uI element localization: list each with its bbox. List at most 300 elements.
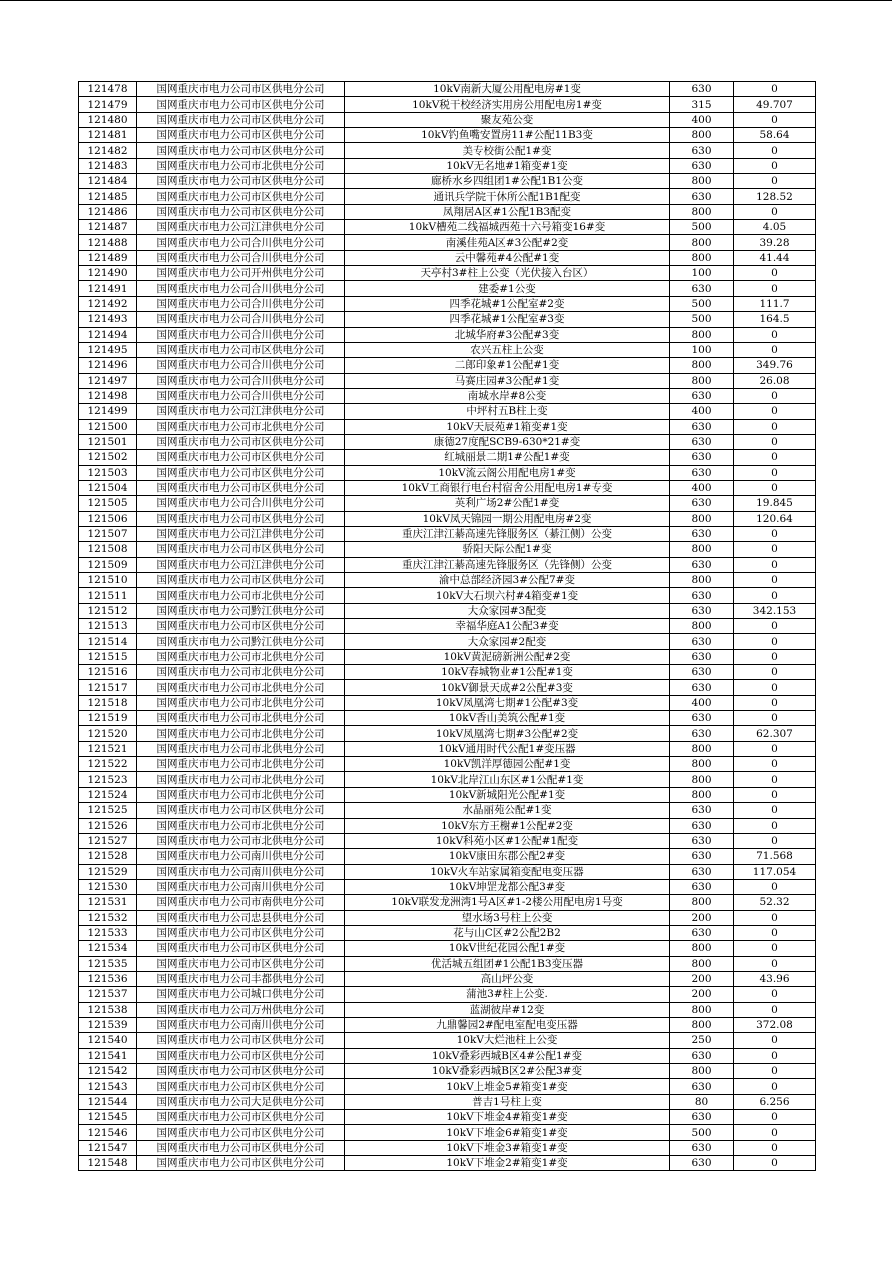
row-id-cell: 121503 bbox=[79, 465, 137, 480]
table-row bbox=[79, 266, 816, 281]
capacity-cell: 500 bbox=[670, 220, 734, 235]
transformer-name-cell: 渝中总部经济园3#公配7#变 bbox=[345, 573, 670, 588]
capacity-cell: 100 bbox=[670, 266, 734, 281]
table-row bbox=[79, 373, 816, 388]
value-cell: 0 bbox=[734, 465, 816, 480]
capacity-cell: 630 bbox=[670, 450, 734, 465]
row-id-cell: 121483 bbox=[79, 158, 137, 173]
value-cell: 111.7 bbox=[734, 296, 816, 311]
table-row bbox=[79, 971, 816, 986]
transformer-name-cell: 马赛庄园#3公配#1变 bbox=[345, 373, 670, 388]
value-cell: 0 bbox=[734, 956, 816, 971]
company-cell: 国网重庆市电力公司市区供电分公司 bbox=[137, 434, 345, 449]
company-cell: 国网重庆市电力公司大足供电分公司 bbox=[137, 1094, 345, 1109]
company-cell: 国网重庆市电力公司市区供电分公司 bbox=[137, 97, 345, 112]
value-cell: 0 bbox=[734, 450, 816, 465]
table-row bbox=[79, 987, 816, 1002]
capacity-cell: 315 bbox=[670, 97, 734, 112]
transformer-name-cell: 10kV新城阳光公配#1变 bbox=[345, 787, 670, 802]
table-row bbox=[79, 342, 816, 357]
company-cell: 国网重庆市电力公司市区供电分公司 bbox=[137, 112, 345, 127]
row-id-cell: 121506 bbox=[79, 511, 137, 526]
transformer-name-cell: 10kV下堆金3#箱变1#变 bbox=[345, 1140, 670, 1155]
capacity-cell: 200 bbox=[670, 987, 734, 1002]
table-row bbox=[79, 818, 816, 833]
company-cell: 国网重庆市电力公司市北供电分公司 bbox=[137, 818, 345, 833]
row-id-cell: 121500 bbox=[79, 419, 137, 434]
row-id-cell: 121525 bbox=[79, 803, 137, 818]
company-cell: 国网重庆市电力公司市区供电分公司 bbox=[137, 803, 345, 818]
company-cell: 国网重庆市电力公司开州供电分公司 bbox=[137, 266, 345, 281]
value-cell: 0 bbox=[734, 925, 816, 940]
row-id-cell: 121491 bbox=[79, 281, 137, 296]
table-row bbox=[79, 711, 816, 726]
table-row bbox=[79, 741, 816, 756]
capacity-cell: 200 bbox=[670, 910, 734, 925]
transformer-name-cell: 北城华府#3公配#3变 bbox=[345, 327, 670, 342]
value-cell: 0 bbox=[734, 1156, 816, 1171]
transformer-name-cell: 聚友苑公变 bbox=[345, 112, 670, 127]
capacity-cell: 800 bbox=[670, 895, 734, 910]
table-row bbox=[79, 695, 816, 710]
value-cell: 0 bbox=[734, 987, 816, 1002]
value-cell: 0 bbox=[734, 803, 816, 818]
value-cell: 0 bbox=[734, 542, 816, 557]
row-id-cell: 121523 bbox=[79, 772, 137, 787]
table-row bbox=[79, 526, 816, 541]
transformer-name-cell: 10kV叠彩西城B区2#公配3#变 bbox=[345, 1064, 670, 1079]
transformer-name-cell: 优活城五组团#1公配1B3变压器 bbox=[345, 956, 670, 971]
transformer-name-cell: 10kV大石坝六村#4箱变#1变 bbox=[345, 588, 670, 603]
table-row bbox=[79, 833, 816, 848]
company-cell: 国网重庆市电力公司市区供电分公司 bbox=[137, 925, 345, 940]
transformer-name-cell: 10kV御景天成#2公配#3变 bbox=[345, 680, 670, 695]
table-row bbox=[79, 1125, 816, 1140]
row-id-cell: 121524 bbox=[79, 787, 137, 802]
company-cell: 国网重庆市电力公司市北供电分公司 bbox=[137, 419, 345, 434]
value-cell: 0 bbox=[734, 680, 816, 695]
row-id-cell: 121513 bbox=[79, 619, 137, 634]
capacity-cell: 630 bbox=[670, 833, 734, 848]
row-id-cell: 121478 bbox=[79, 82, 137, 97]
transformer-name-cell: 10kV火车站家属箱变配电变压器 bbox=[345, 864, 670, 879]
company-cell: 国网重庆市电力公司市区供电分公司 bbox=[137, 542, 345, 557]
company-cell: 国网重庆市电力公司南川供电分公司 bbox=[137, 1017, 345, 1032]
table-row bbox=[79, 557, 816, 572]
row-id-cell: 121509 bbox=[79, 557, 137, 572]
row-id-cell: 121517 bbox=[79, 680, 137, 695]
row-id-cell: 121538 bbox=[79, 1002, 137, 1017]
capacity-cell: 630 bbox=[670, 849, 734, 864]
capacity-cell: 80 bbox=[670, 1094, 734, 1109]
capacity-cell: 630 bbox=[670, 465, 734, 480]
value-cell: 0 bbox=[734, 143, 816, 158]
capacity-cell: 800 bbox=[670, 204, 734, 219]
capacity-cell: 630 bbox=[670, 158, 734, 173]
company-cell: 国网重庆市电力公司市南供电分公司 bbox=[137, 895, 345, 910]
value-cell: 0 bbox=[734, 158, 816, 173]
company-cell: 国网重庆市电力公司市北供电分公司 bbox=[137, 695, 345, 710]
table-row bbox=[79, 925, 816, 940]
transformer-name-cell: 廊桥水乡四组团1#公配1B1公变 bbox=[345, 174, 670, 189]
company-cell: 国网重庆市电力公司市区供电分公司 bbox=[137, 189, 345, 204]
transformer-name-cell: 10kV钓鱼嘴安置房11#公配11B3变 bbox=[345, 128, 670, 143]
row-id-cell: 121487 bbox=[79, 220, 137, 235]
capacity-cell: 630 bbox=[670, 434, 734, 449]
capacity-cell: 630 bbox=[670, 189, 734, 204]
row-id-cell: 121534 bbox=[79, 941, 137, 956]
value-cell: 0 bbox=[734, 174, 816, 189]
capacity-cell: 400 bbox=[670, 112, 734, 127]
value-cell: 0 bbox=[734, 757, 816, 772]
company-cell: 国网重庆市电力公司市区供电分公司 bbox=[137, 956, 345, 971]
row-id-cell: 121535 bbox=[79, 956, 137, 971]
table-row bbox=[79, 174, 816, 189]
table-row bbox=[79, 250, 816, 265]
company-cell: 国网重庆市电力公司市区供电分公司 bbox=[137, 941, 345, 956]
company-cell: 国网重庆市电力公司江津供电分公司 bbox=[137, 526, 345, 541]
row-id-cell: 121521 bbox=[79, 741, 137, 756]
table-row bbox=[79, 1048, 816, 1063]
table-row bbox=[79, 542, 816, 557]
capacity-cell: 800 bbox=[670, 1064, 734, 1079]
transformer-name-cell: 10kV下堆金6#箱变1#变 bbox=[345, 1125, 670, 1140]
company-cell: 国网重庆市电力公司市区供电分公司 bbox=[137, 573, 345, 588]
capacity-cell: 630 bbox=[670, 281, 734, 296]
table-row bbox=[79, 434, 816, 449]
company-cell: 国网重庆市电力公司南川供电分公司 bbox=[137, 864, 345, 879]
transformer-name-cell: 红城丽景二期1#公配1#变 bbox=[345, 450, 670, 465]
capacity-cell: 630 bbox=[670, 588, 734, 603]
table-row bbox=[79, 726, 816, 741]
company-cell: 国网重庆市电力公司黔江供电分公司 bbox=[137, 634, 345, 649]
company-cell: 国网重庆市电力公司合川供电分公司 bbox=[137, 388, 345, 403]
capacity-cell: 630 bbox=[670, 419, 734, 434]
value-cell: 4.05 bbox=[734, 220, 816, 235]
company-cell: 国网重庆市电力公司市北供电分公司 bbox=[137, 726, 345, 741]
company-cell: 国网重庆市电力公司市北供电分公司 bbox=[137, 772, 345, 787]
company-cell: 国网重庆市电力公司南川供电分公司 bbox=[137, 879, 345, 894]
value-cell: 58.64 bbox=[734, 128, 816, 143]
transformer-name-cell: 通讯兵学院干休所公配1B1配变 bbox=[345, 189, 670, 204]
capacity-cell: 250 bbox=[670, 1033, 734, 1048]
transformer-name-cell: 蒲池3#柱上公变. bbox=[345, 987, 670, 1002]
transformer-name-cell: 四季花城#1公配室#2变 bbox=[345, 296, 670, 311]
transformer-name-cell: 10kV流云阁公用配电房1#变 bbox=[345, 465, 670, 480]
transformer-name-cell: 凤翔居A区#1公配1B3配变 bbox=[345, 204, 670, 219]
capacity-cell: 800 bbox=[670, 128, 734, 143]
row-id-cell: 121499 bbox=[79, 404, 137, 419]
row-id-cell: 121505 bbox=[79, 496, 137, 511]
table-row bbox=[79, 1017, 816, 1032]
capacity-cell: 630 bbox=[670, 818, 734, 833]
capacity-cell: 630 bbox=[670, 557, 734, 572]
capacity-cell: 800 bbox=[670, 1017, 734, 1032]
table-row bbox=[79, 1002, 816, 1017]
capacity-cell: 630 bbox=[670, 1079, 734, 1094]
row-id-cell: 121502 bbox=[79, 450, 137, 465]
capacity-cell: 630 bbox=[670, 143, 734, 158]
capacity-cell: 800 bbox=[670, 956, 734, 971]
capacity-cell: 800 bbox=[670, 941, 734, 956]
table-row bbox=[79, 235, 816, 250]
table-row bbox=[79, 1140, 816, 1155]
value-cell: 0 bbox=[734, 526, 816, 541]
company-cell: 国网重庆市电力公司市区供电分公司 bbox=[137, 1156, 345, 1171]
table-row bbox=[79, 388, 816, 403]
table-row bbox=[79, 772, 816, 787]
transformer-name-cell: 康德27度配SCB9-630*21#变 bbox=[345, 434, 670, 449]
table-row bbox=[79, 895, 816, 910]
row-id-cell: 121501 bbox=[79, 434, 137, 449]
transformer-name-cell: 10kV大烂池柱上公变 bbox=[345, 1033, 670, 1048]
transformer-name-cell: 10kV康田东郡公配2#变 bbox=[345, 849, 670, 864]
row-id-cell: 121520 bbox=[79, 726, 137, 741]
company-cell: 国网重庆市电力公司市北供电分公司 bbox=[137, 588, 345, 603]
transformer-name-cell: 南城水岸#8公变 bbox=[345, 388, 670, 403]
capacity-cell: 630 bbox=[670, 711, 734, 726]
row-id-cell: 121498 bbox=[79, 388, 137, 403]
table-row bbox=[79, 910, 816, 925]
company-cell: 国网重庆市电力公司市区供电分公司 bbox=[137, 82, 345, 97]
company-cell: 国网重庆市电力公司合川供电分公司 bbox=[137, 235, 345, 250]
capacity-cell: 400 bbox=[670, 695, 734, 710]
table-row bbox=[79, 649, 816, 664]
company-cell: 国网重庆市电力公司市区供电分公司 bbox=[137, 450, 345, 465]
value-cell: 0 bbox=[734, 833, 816, 848]
company-cell: 国网重庆市电力公司丰都供电分公司 bbox=[137, 971, 345, 986]
table-row bbox=[79, 465, 816, 480]
value-cell: 120.64 bbox=[734, 511, 816, 526]
capacity-cell: 630 bbox=[670, 388, 734, 403]
row-id-cell: 121542 bbox=[79, 1064, 137, 1079]
table-row bbox=[79, 588, 816, 603]
table-row bbox=[79, 404, 816, 419]
capacity-cell: 630 bbox=[670, 925, 734, 940]
capacity-cell: 800 bbox=[670, 772, 734, 787]
row-id-cell: 121484 bbox=[79, 174, 137, 189]
table-row bbox=[79, 787, 816, 802]
capacity-cell: 800 bbox=[670, 373, 734, 388]
value-cell: 0 bbox=[734, 404, 816, 419]
capacity-cell: 630 bbox=[670, 649, 734, 664]
table-row bbox=[79, 956, 816, 971]
table-row bbox=[79, 450, 816, 465]
company-cell: 国网重庆市电力公司市北供电分公司 bbox=[137, 158, 345, 173]
company-cell: 国网重庆市电力公司市北供电分公司 bbox=[137, 757, 345, 772]
value-cell: 0 bbox=[734, 327, 816, 342]
capacity-cell: 630 bbox=[670, 526, 734, 541]
row-id-cell: 121492 bbox=[79, 296, 137, 311]
value-cell: 0 bbox=[734, 342, 816, 357]
table-row bbox=[79, 603, 816, 618]
table-row bbox=[79, 1033, 816, 1048]
value-cell: 0 bbox=[734, 388, 816, 403]
company-cell: 国网重庆市电力公司江津供电分公司 bbox=[137, 557, 345, 572]
transformer-name-cell: 南溪佳苑A区#3公配#2变 bbox=[345, 235, 670, 250]
value-cell: 0 bbox=[734, 695, 816, 710]
capacity-cell: 630 bbox=[670, 1048, 734, 1063]
capacity-cell: 630 bbox=[670, 603, 734, 618]
table-row bbox=[79, 220, 816, 235]
row-id-cell: 121545 bbox=[79, 1110, 137, 1125]
capacity-cell: 630 bbox=[670, 680, 734, 695]
transformer-name-cell: 10kV东方王榭#1公配#2变 bbox=[345, 818, 670, 833]
value-cell: 43.96 bbox=[734, 971, 816, 986]
company-cell: 国网重庆市电力公司市北供电分公司 bbox=[137, 680, 345, 695]
table-row bbox=[79, 480, 816, 495]
capacity-cell: 630 bbox=[670, 1140, 734, 1155]
row-id-cell: 121541 bbox=[79, 1048, 137, 1063]
company-cell: 国网重庆市电力公司南川供电分公司 bbox=[137, 849, 345, 864]
row-id-cell: 121510 bbox=[79, 573, 137, 588]
value-cell: 71.568 bbox=[734, 849, 816, 864]
company-cell: 国网重庆市电力公司市北供电分公司 bbox=[137, 711, 345, 726]
transformer-name-cell: 重庆江津江綦高速先锋服务区（綦江侧）公变 bbox=[345, 526, 670, 541]
transformer-name-cell: 10kV凤凰湾七期#1公配#3变 bbox=[345, 695, 670, 710]
transformer-name-cell: 10kV香山美筑公配#1变 bbox=[345, 711, 670, 726]
value-cell: 0 bbox=[734, 573, 816, 588]
transformer-name-cell: 水晶丽苑公配#1变 bbox=[345, 803, 670, 818]
row-id-cell: 121547 bbox=[79, 1140, 137, 1155]
capacity-cell: 500 bbox=[670, 296, 734, 311]
capacity-cell: 800 bbox=[670, 327, 734, 342]
value-cell: 349.76 bbox=[734, 358, 816, 373]
value-cell: 0 bbox=[734, 711, 816, 726]
value-cell: 117.054 bbox=[734, 864, 816, 879]
row-id-cell: 121548 bbox=[79, 1156, 137, 1171]
value-cell: 0 bbox=[734, 266, 816, 281]
row-id-cell: 121515 bbox=[79, 649, 137, 664]
row-id-cell: 121543 bbox=[79, 1079, 137, 1094]
row-id-cell: 121482 bbox=[79, 143, 137, 158]
transformer-name-cell: 云中馨苑#4公配#1变 bbox=[345, 250, 670, 265]
value-cell: 0 bbox=[734, 557, 816, 572]
row-id-cell: 121519 bbox=[79, 711, 137, 726]
company-cell: 国网重庆市电力公司市区供电分公司 bbox=[137, 1064, 345, 1079]
transformer-name-cell: 望水场3号柱上公变 bbox=[345, 910, 670, 925]
value-cell: 0 bbox=[734, 1125, 816, 1140]
table-row bbox=[79, 803, 816, 818]
company-cell: 国网重庆市电力公司市北供电分公司 bbox=[137, 665, 345, 680]
row-id-cell: 121530 bbox=[79, 879, 137, 894]
data-table bbox=[78, 81, 816, 1171]
row-id-cell: 121532 bbox=[79, 910, 137, 925]
capacity-cell: 400 bbox=[670, 404, 734, 419]
transformer-name-cell: 10kV通用时代公配1#变压器 bbox=[345, 741, 670, 756]
company-cell: 国网重庆市电力公司市区供电分公司 bbox=[137, 1048, 345, 1063]
capacity-cell: 800 bbox=[670, 787, 734, 802]
company-cell: 国网重庆市电力公司合川供电分公司 bbox=[137, 312, 345, 327]
value-cell: 0 bbox=[734, 281, 816, 296]
row-id-cell: 121537 bbox=[79, 987, 137, 1002]
value-cell: 26.08 bbox=[734, 373, 816, 388]
table-row bbox=[79, 1110, 816, 1125]
value-cell: 164.5 bbox=[734, 312, 816, 327]
table-row bbox=[79, 1156, 816, 1171]
capacity-cell: 800 bbox=[670, 542, 734, 557]
transformer-name-cell: 10kV凤凰湾七期#3公配#2变 bbox=[345, 726, 670, 741]
transformer-name-cell: 天亭村3#柱上公变（光伏接入台区） bbox=[345, 266, 670, 281]
value-cell: 342.153 bbox=[734, 603, 816, 618]
value-cell: 0 bbox=[734, 619, 816, 634]
company-cell: 国网重庆市电力公司市北供电分公司 bbox=[137, 787, 345, 802]
value-cell: 0 bbox=[734, 941, 816, 956]
table-row bbox=[79, 496, 816, 511]
row-id-cell: 121497 bbox=[79, 373, 137, 388]
transformer-name-cell: 10kV无名地#1箱变#1变 bbox=[345, 158, 670, 173]
row-id-cell: 121486 bbox=[79, 204, 137, 219]
row-id-cell: 121533 bbox=[79, 925, 137, 940]
row-id-cell: 121504 bbox=[79, 480, 137, 495]
company-cell: 国网重庆市电力公司江津供电分公司 bbox=[137, 220, 345, 235]
table-row bbox=[79, 97, 816, 112]
row-id-cell: 121496 bbox=[79, 358, 137, 373]
company-cell: 国网重庆市电力公司忠县供电分公司 bbox=[137, 910, 345, 925]
company-cell: 国网重庆市电力公司市区供电分公司 bbox=[137, 204, 345, 219]
company-cell: 国网重庆市电力公司合川供电分公司 bbox=[137, 281, 345, 296]
transformer-name-cell: 蓝湖彼岸#12变 bbox=[345, 1002, 670, 1017]
value-cell: 0 bbox=[734, 419, 816, 434]
capacity-cell: 630 bbox=[670, 1110, 734, 1125]
row-id-cell: 121489 bbox=[79, 250, 137, 265]
transformer-name-cell: 大众家园#2配变 bbox=[345, 634, 670, 649]
row-id-cell: 121544 bbox=[79, 1094, 137, 1109]
row-id-cell: 121494 bbox=[79, 327, 137, 342]
company-cell: 国网重庆市电力公司市区供电分公司 bbox=[137, 1033, 345, 1048]
value-cell: 0 bbox=[734, 665, 816, 680]
capacity-cell: 630 bbox=[670, 665, 734, 680]
transformer-name-cell: 10kV下堆金2#箱变1#变 bbox=[345, 1156, 670, 1171]
row-id-cell: 121531 bbox=[79, 895, 137, 910]
company-cell: 国网重庆市电力公司合川供电分公司 bbox=[137, 296, 345, 311]
row-id-cell: 121488 bbox=[79, 235, 137, 250]
table-row bbox=[79, 849, 816, 864]
row-id-cell: 121529 bbox=[79, 864, 137, 879]
row-id-cell: 121485 bbox=[79, 189, 137, 204]
capacity-cell: 800 bbox=[670, 235, 734, 250]
company-cell: 国网重庆市电力公司万州供电分公司 bbox=[137, 1002, 345, 1017]
table-row bbox=[79, 189, 816, 204]
company-cell: 国网重庆市电力公司合川供电分公司 bbox=[137, 358, 345, 373]
value-cell: 0 bbox=[734, 741, 816, 756]
row-id-cell: 121540 bbox=[79, 1033, 137, 1048]
capacity-cell: 630 bbox=[670, 634, 734, 649]
capacity-cell: 800 bbox=[670, 619, 734, 634]
transformer-name-cell: 10kV春城物业#1公配#1变 bbox=[345, 665, 670, 680]
table-row bbox=[79, 312, 816, 327]
value-cell: 0 bbox=[734, 480, 816, 495]
capacity-cell: 200 bbox=[670, 971, 734, 986]
page-top-rule bbox=[0, 0, 892, 1]
table-row bbox=[79, 112, 816, 127]
transformer-name-cell: 大众家园#3配变 bbox=[345, 603, 670, 618]
row-id-cell: 121514 bbox=[79, 634, 137, 649]
capacity-cell: 800 bbox=[670, 573, 734, 588]
capacity-cell: 630 bbox=[670, 864, 734, 879]
transformer-name-cell: 英利广场2#公配1#变 bbox=[345, 496, 670, 511]
company-cell: 国网重庆市电力公司江津供电分公司 bbox=[137, 404, 345, 419]
value-cell: 0 bbox=[734, 787, 816, 802]
table-body bbox=[79, 82, 816, 1171]
capacity-cell: 800 bbox=[670, 1002, 734, 1017]
table-row bbox=[79, 757, 816, 772]
table-row bbox=[79, 573, 816, 588]
row-id-cell: 121546 bbox=[79, 1125, 137, 1140]
transformer-name-cell: 10kV下堆金4#箱变1#变 bbox=[345, 1110, 670, 1125]
company-cell: 国网重庆市电力公司黔江供电分公司 bbox=[137, 603, 345, 618]
row-id-cell: 121490 bbox=[79, 266, 137, 281]
